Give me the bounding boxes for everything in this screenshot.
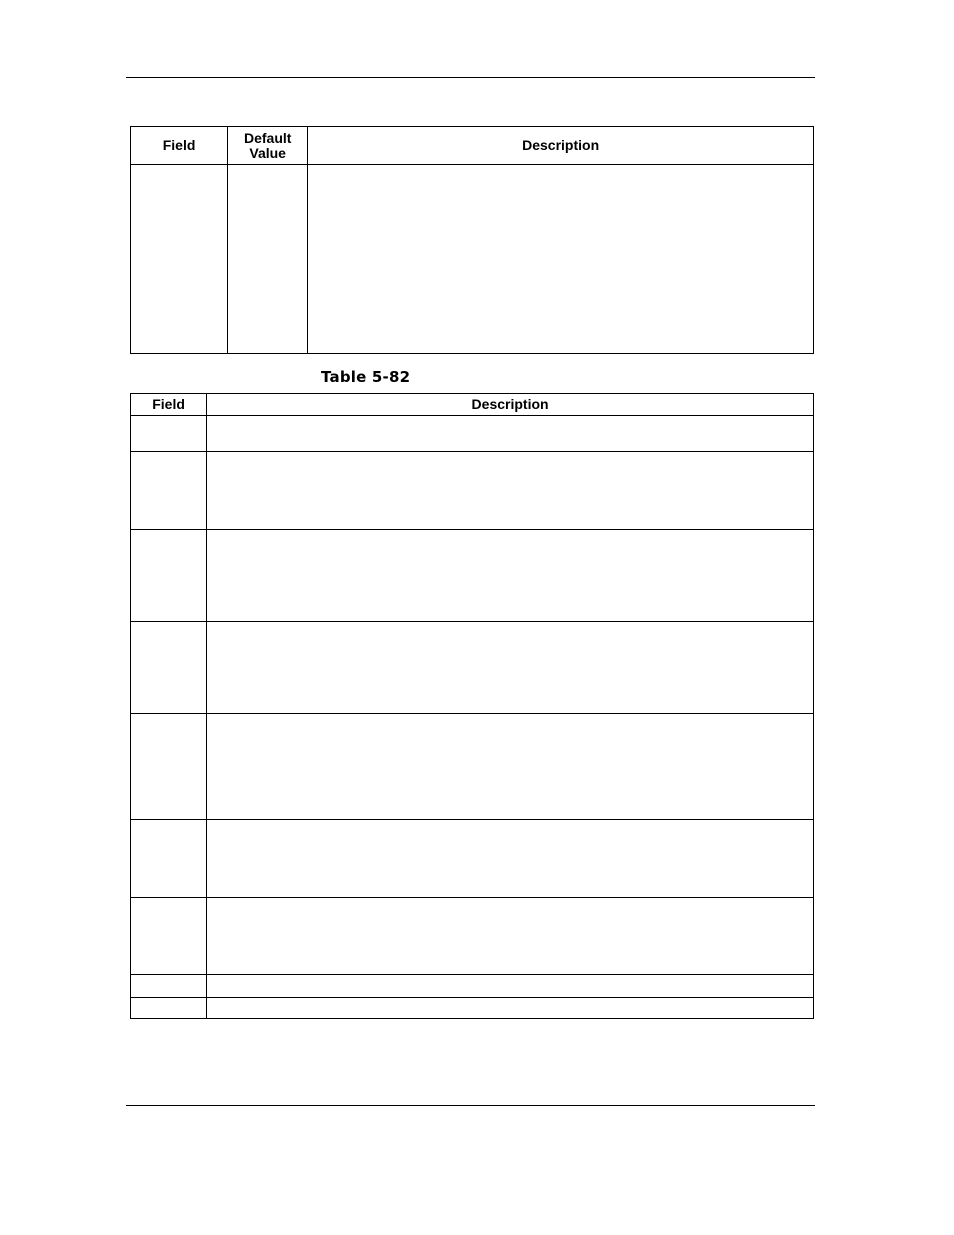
field-cell [131, 530, 207, 622]
description-cell [207, 530, 814, 622]
description-cell [308, 165, 814, 354]
table-row [131, 998, 814, 1019]
description-cell [207, 975, 814, 998]
default-values-table [130, 126, 814, 354]
field-cell [131, 416, 207, 452]
table-row [131, 165, 814, 354]
description-cell [207, 714, 814, 820]
table-row [131, 820, 814, 898]
table-row [131, 622, 814, 714]
table-header-row [131, 127, 814, 165]
field-column-header: Field [131, 127, 228, 165]
footer-rule [126, 1105, 815, 1106]
field-cell [131, 898, 207, 975]
field-cell [131, 452, 207, 530]
table-row [131, 416, 814, 452]
table-row [131, 714, 814, 820]
field-cell [131, 622, 207, 714]
field-cell [131, 165, 228, 354]
description-column-header: Description [308, 127, 814, 165]
field-cell [131, 714, 207, 820]
default-value-header-line1: Default [243, 129, 292, 146]
description-cell [207, 898, 814, 975]
description-cell [207, 416, 814, 452]
description-column-header: Description [207, 394, 814, 416]
field-description-table [130, 393, 814, 1019]
description-cell [207, 452, 814, 530]
table-caption: Table 5-82 [321, 368, 411, 386]
field-cell [131, 975, 207, 998]
description-cell [207, 820, 814, 898]
table-header-row [131, 394, 814, 416]
default-value-cell [228, 165, 308, 354]
description-cell [207, 998, 814, 1019]
field-cell [131, 998, 207, 1019]
field-column-header: Field [131, 394, 207, 416]
table-row [131, 530, 814, 622]
table-row [131, 898, 814, 975]
header-rule [126, 77, 815, 78]
field-cell [131, 820, 207, 898]
description-cell [207, 622, 814, 714]
table-row [131, 452, 814, 530]
default-value-header-line2: Value [249, 144, 286, 161]
table-row [131, 975, 814, 998]
default-value-column-header [228, 127, 308, 165]
